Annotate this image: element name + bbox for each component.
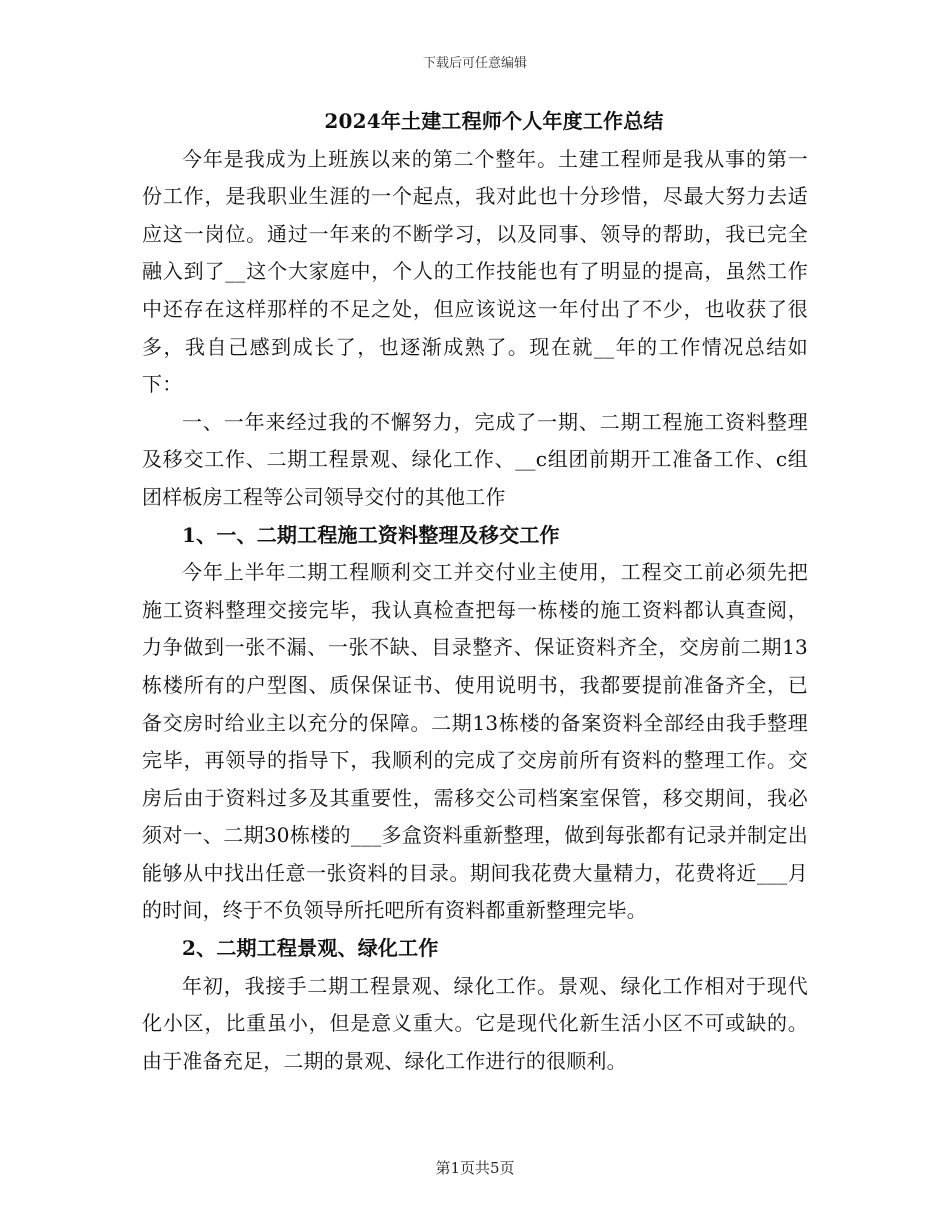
section-one-heading: 1、一、二期工程施工资料整理及移交工作 (182, 522, 560, 547)
page-footer: 第1页共5页 (435, 1159, 515, 1177)
document-body (142, 103, 808, 1080)
section-two-paragraph: 年初，我接手二期工程景观、绿化工作。景观、绿化工作相对于现代化小区，比重虽小，但是意义重大。它是现代化新生活小区不可或缺的。由于准备充足，二期的景观、绿化工作进行的很顺利。 (142, 973, 808, 1073)
document-title: 2024年土建工程师个人年度工作总结 (324, 109, 664, 133)
point-one-paragraph: 一、一年来经过我的不懈努力，完成了一期、二期工程施工资料整理及移交工作、二期工程景观、绿化工作、__c组团前期开工准备工作、c组团样板房工程等公司领导交付的其他工作 (142, 409, 808, 509)
intro-paragraph: 今年是我成为上班族以来的第二个整年。土建工程师是我从事的第一份工作，是我职业生涯的一个起点，我对此也十分珍惜，尽最大努力去适应这一岗位。通过一年来的不断学习，以及同事、领导的帮助，我已完全融入到了__这个大家庭中，个人的工作技能也有了明显的提高，虽然工作中还存在这样那样的不足之处，但应该说这一年付出了不少，也收获了很多，我自己感到成长了，也逐渐成熟了。现在就__年的工作情况总结如下： (142, 146, 808, 397)
page-header: 下载后可任意编辑 (422, 56, 527, 71)
section-two-heading: 2、二期工程景观、绿化工作 (182, 936, 439, 961)
section-one-paragraph: 今年上半年二期工程顺利交工并交付业主使用，工程交工前必须先把施工资料整理交接完毕，我认真检查把每一栋楼的施工资料都认真查阅，力争做到一张不漏、一张不缺、目录整齐、保证资料齐全，交房前二期13栋楼所有的户型图、质保保证书、使用说明书，我都要提前准备齐全，已备交房时给业主以充分的保障。二期13栋楼的备案资料全部经由我手整理完毕，再领导的指导下，我顺利的完成了交房前所有资料的整理工作。交房后由于资料过多及其重要性，需移交公司档案室保管，移交期间，我必须对一、二期30栋楼的___多盒资料重新整理，做到每张都有记录并制定出能够从中找出任意一张资料的目录。期间我花费大量精力，花费将近___月的时间，终于不负领导所托吧所有资料都重新整理完毕。 (142, 560, 808, 923)
